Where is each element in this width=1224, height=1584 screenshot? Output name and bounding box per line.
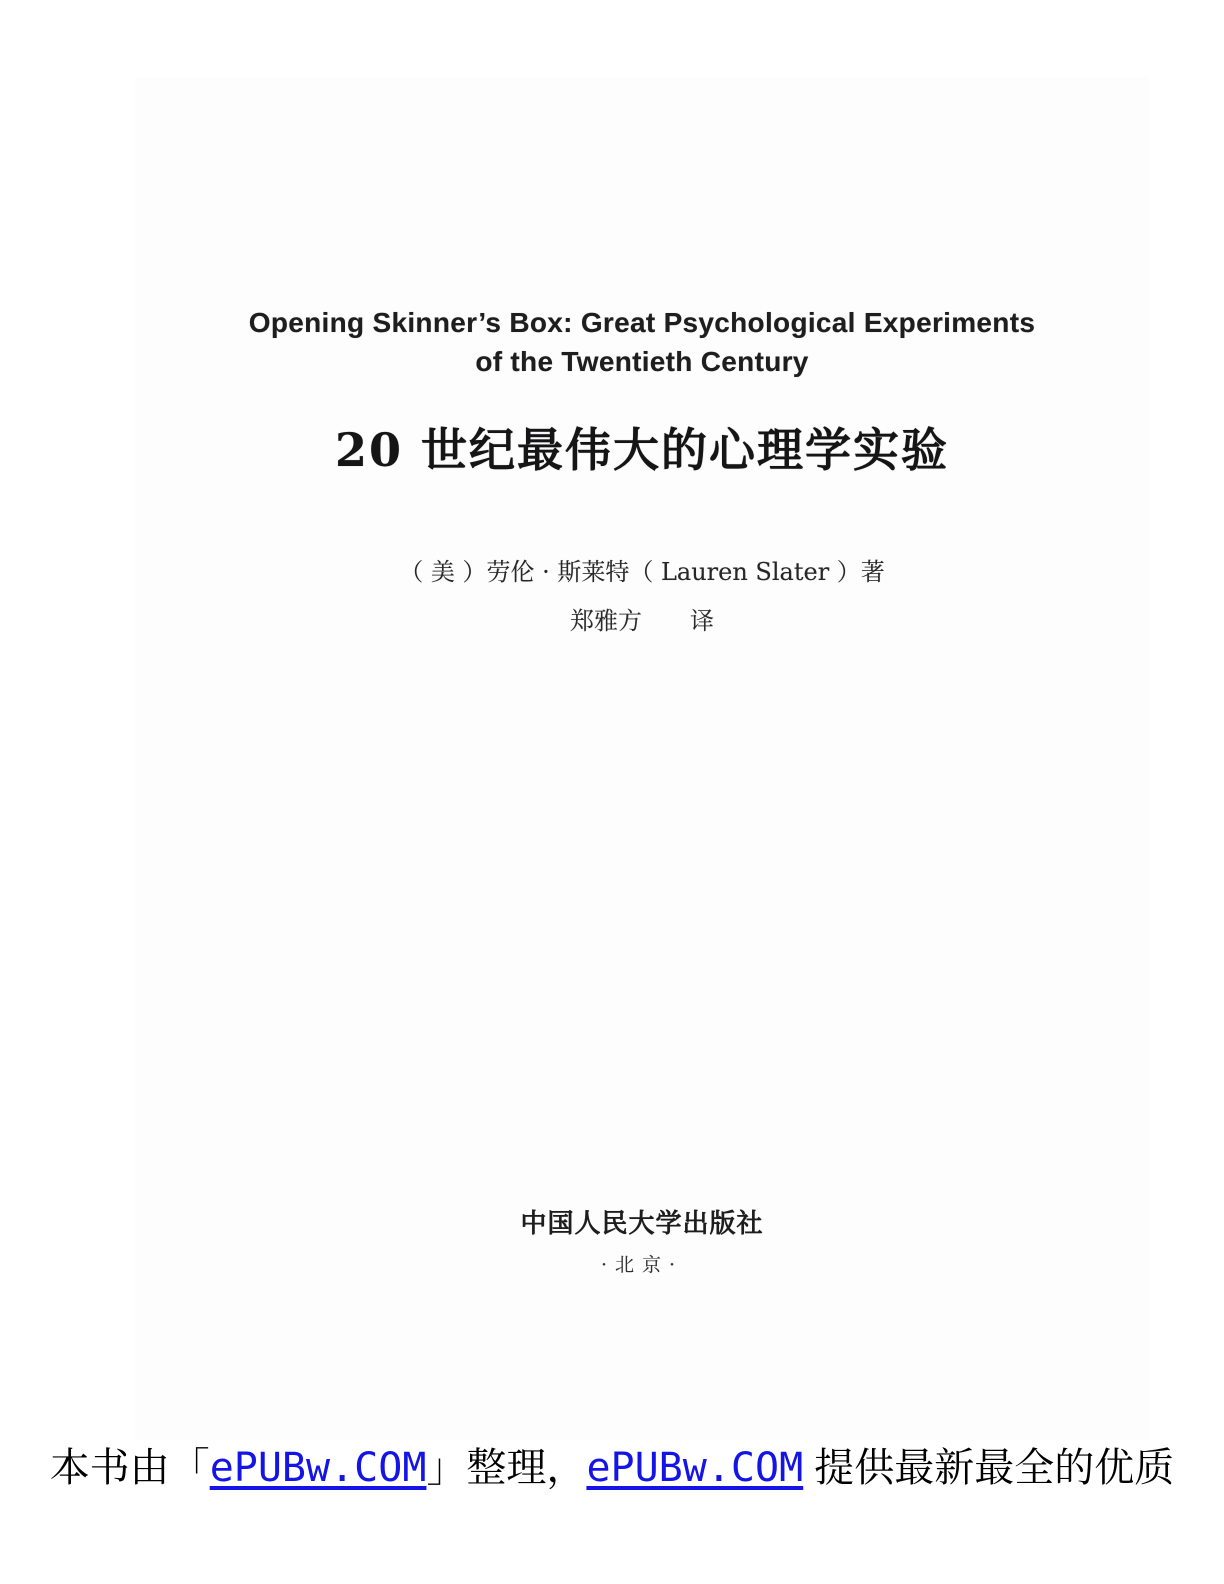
chinese-title: 20 世纪最伟大的心理学实验 bbox=[334, 423, 950, 477]
footer-text-prefix: 本书由「 bbox=[49, 1446, 210, 1490]
publisher-name: 中国人民大学出版社 bbox=[520, 1208, 764, 1238]
footer-text-suffix: 提供最新最全的优质 bbox=[803, 1446, 1175, 1490]
epubw-link-2[interactable]: ePUBw.COM bbox=[586, 1445, 804, 1491]
publisher-city: ·北京· bbox=[600, 1254, 684, 1276]
footer-note bbox=[0, 1440, 1224, 1496]
scanned-book-page bbox=[135, 77, 1149, 1440]
english-title-line2: of the Twentieth Century bbox=[475, 346, 809, 377]
epubw-link-1[interactable]: ePUBw.COM bbox=[209, 1445, 427, 1491]
author-line: （ 美 ）劳伦 · 斯莱特（ Lauren Slater ）著 bbox=[399, 558, 885, 586]
footer-text-middle: 」整理， bbox=[426, 1446, 587, 1490]
english-title bbox=[135, 303, 1149, 381]
english-title-line1: Opening Skinner’s Box: Great Psychological Experiments bbox=[248, 307, 1036, 338]
translator-line: 郑雅方 译 bbox=[570, 607, 714, 635]
